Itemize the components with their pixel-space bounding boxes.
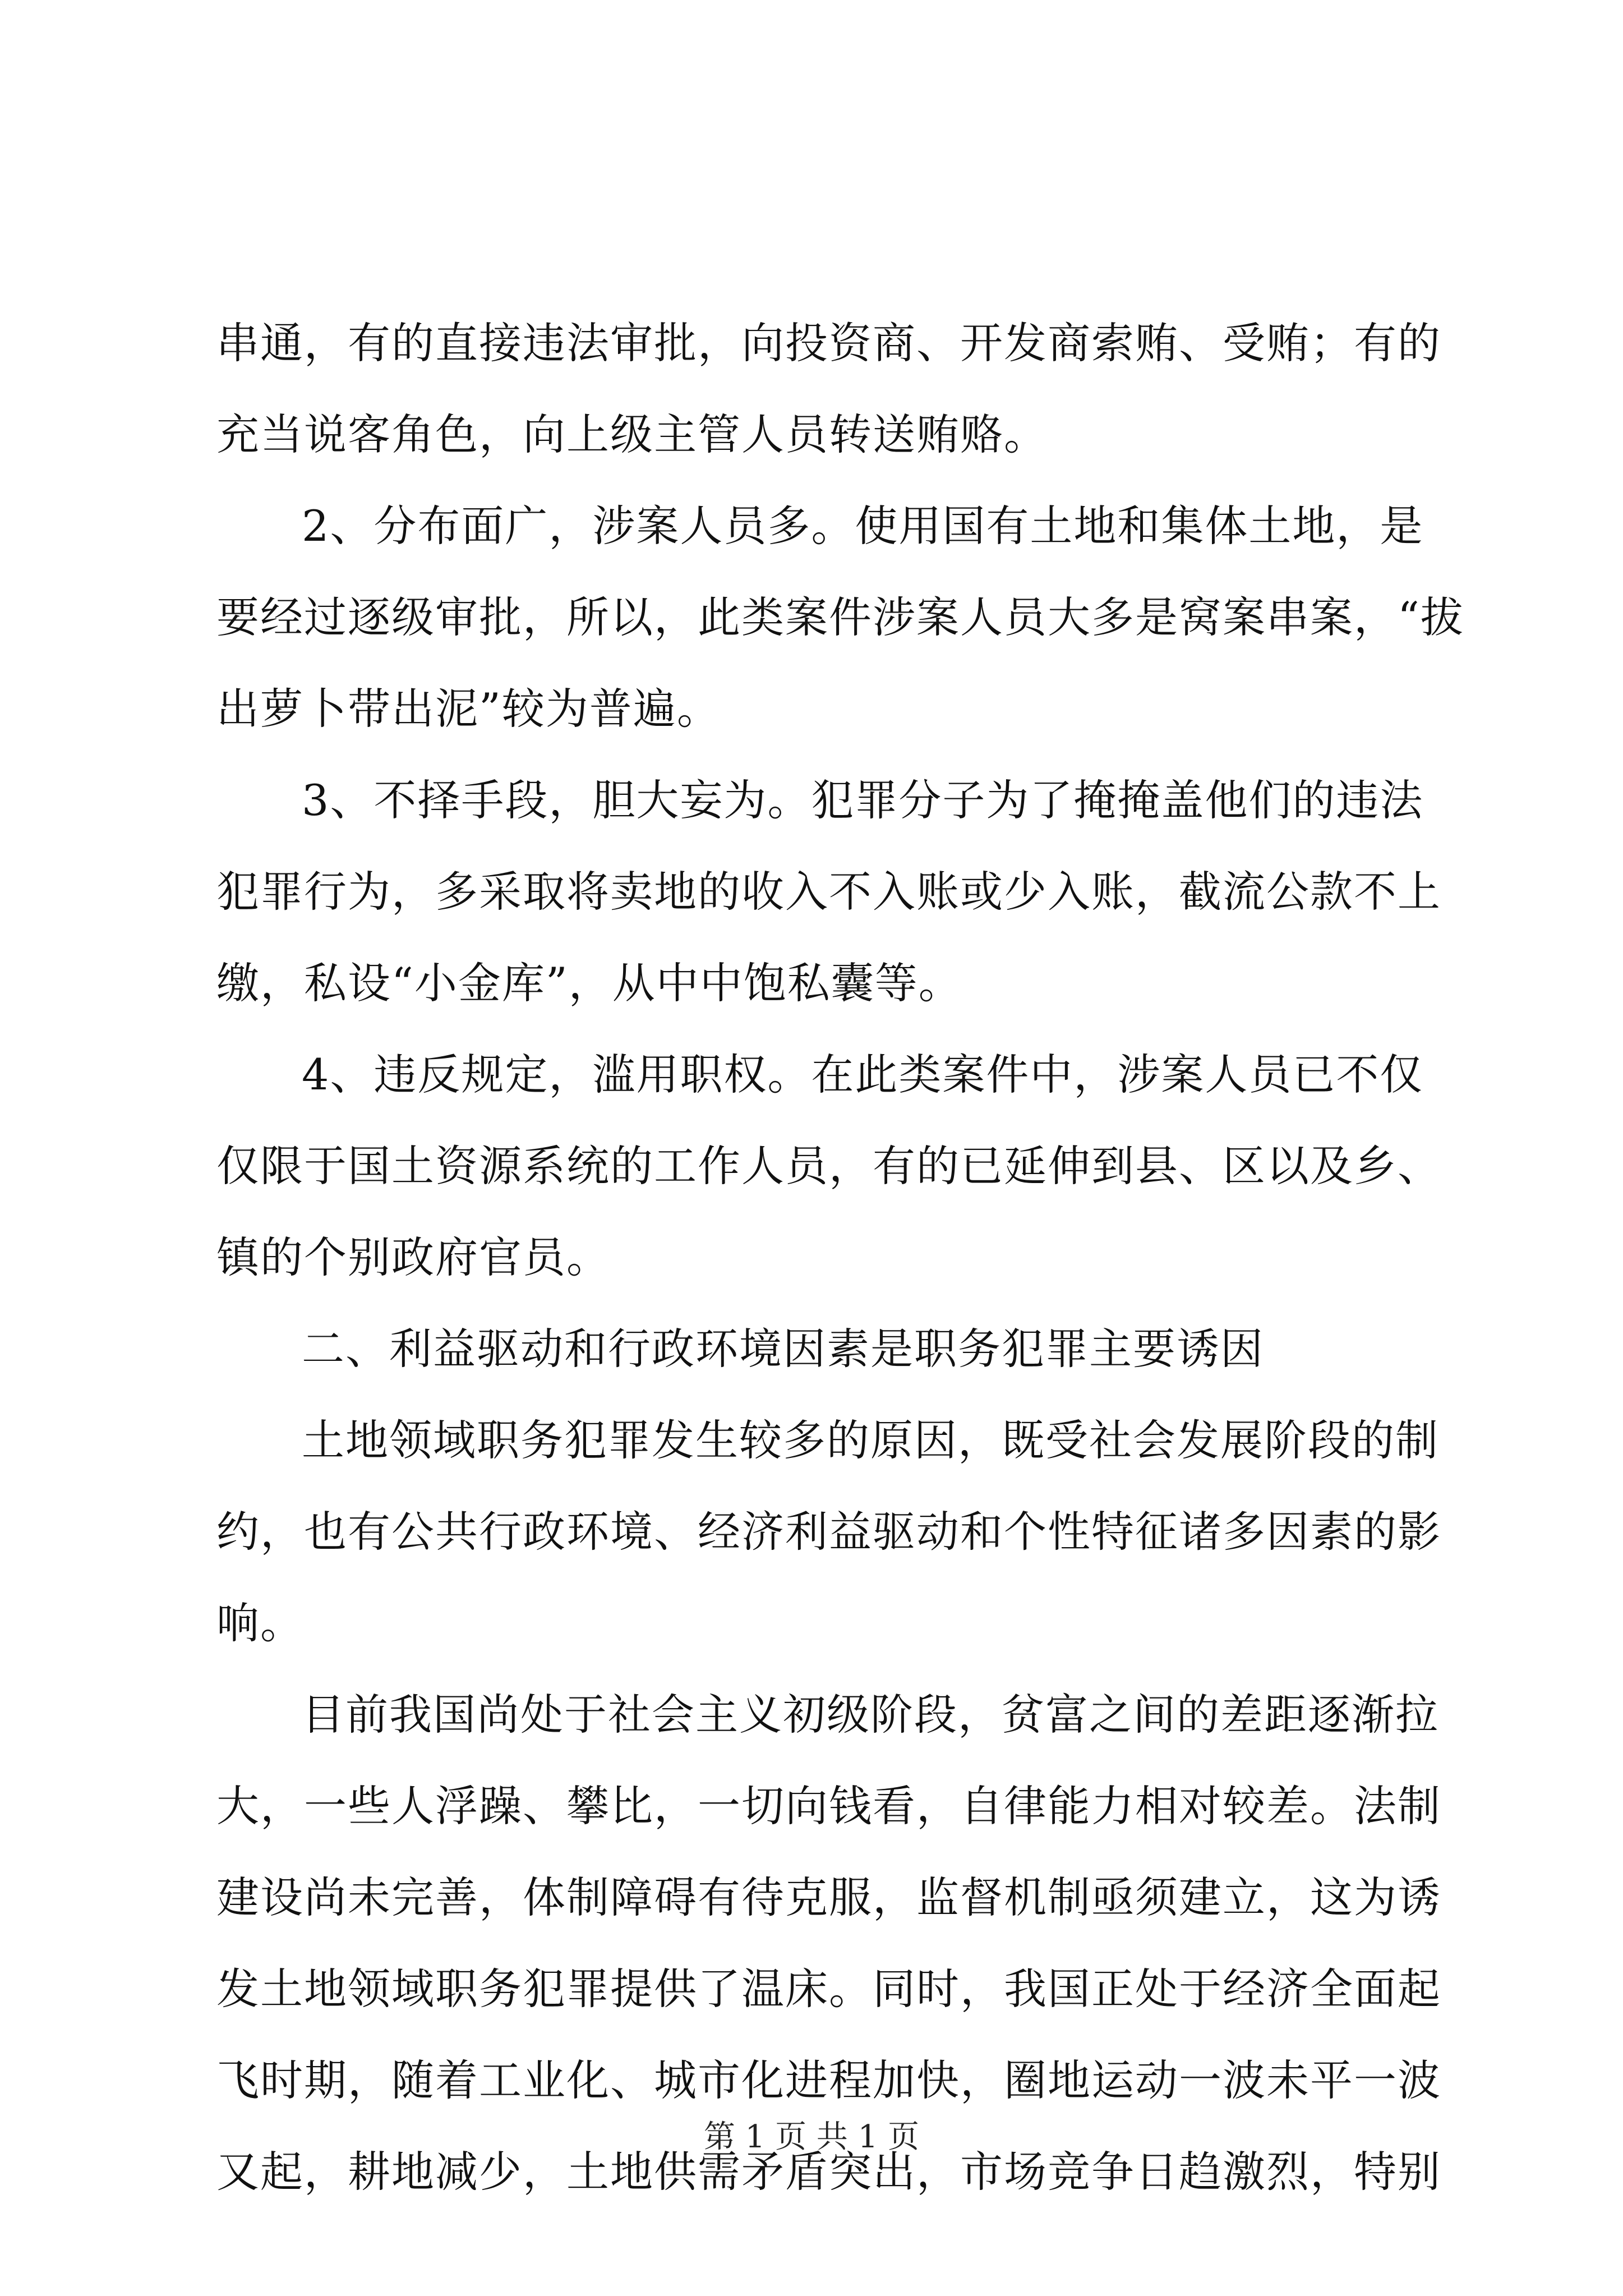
text-line: 2、分布面广，涉案人员多。使用国有土地和集体土地，是: [302, 501, 1424, 551]
text-line: 响。: [216, 1598, 304, 1648]
text-line: 飞时期，随着工业化、城市化进程加快，圈地运动一波未平一波: [216, 2055, 1441, 2105]
text-line: 发土地领域职务犯罪提供了温床。同时，我国正处于经济全面起: [216, 1964, 1441, 2014]
text-line: 镇的个别政府官员。: [216, 1232, 610, 1282]
text-line: 土地领域职务犯罪发生较多的原因，既受社会发展阶段的制: [302, 1415, 1439, 1465]
body-text: [216, 297, 1464, 2217]
text-line: 约，也有公共行政环境、经济利益驱动和个性特征诸多因素的影: [216, 1507, 1441, 1557]
text-line: 充当说客角色，向上级主管人员转送贿赂。: [216, 409, 1048, 459]
text-line: 要经过逐级审批，所以，此类案件涉案人员大多是窝案串案，“拔: [216, 592, 1464, 642]
text-line: 缴，私设“小金库”，从中中饱私囊等。: [216, 958, 962, 1008]
text-line: 目前我国尚处于社会主义初级阶段，贫富之间的差距逐渐拉: [302, 1690, 1439, 1740]
text-line: 串通，有的直接违法审批，向投资商、开发商索贿、受贿；有的: [216, 318, 1441, 368]
text-line: 大，一些人浮躁、攀比，一切向钱看，自律能力相对较差。法制: [216, 1781, 1441, 1831]
page-number-label: 第 1 页 共 1 页: [703, 2119, 920, 2155]
page-footer: [0, 2115, 1623, 2160]
section-heading: 二、利益驱动和行政环境因素是职务犯罪主要诱因: [302, 1324, 1264, 1374]
text-line: 又起，耕地减少，土地供需矛盾突出，市场竞争日趋激烈，特别: [216, 2147, 1441, 2197]
text-line: 4、违反规定，滥用职权。在此类案件中，涉案人员已不仅: [302, 1050, 1424, 1099]
text-line: 犯罪行为，多采取将卖地的收入不入账或少入账，截流公款不上: [216, 867, 1441, 917]
text-line: 出萝卜带出泥”较为普遍。: [216, 684, 721, 734]
text-line: 建设尚未完善，体制障碍有待克服，监督机制亟须建立，这为诱: [216, 1872, 1441, 1922]
text-line: 仅限于国土资源系统的工作人员，有的已延伸到县、区以及乡、: [216, 1141, 1441, 1191]
text-line: 3、不择手段，胆大妄为。犯罪分子为了掩掩盖他们的违法: [302, 775, 1424, 825]
